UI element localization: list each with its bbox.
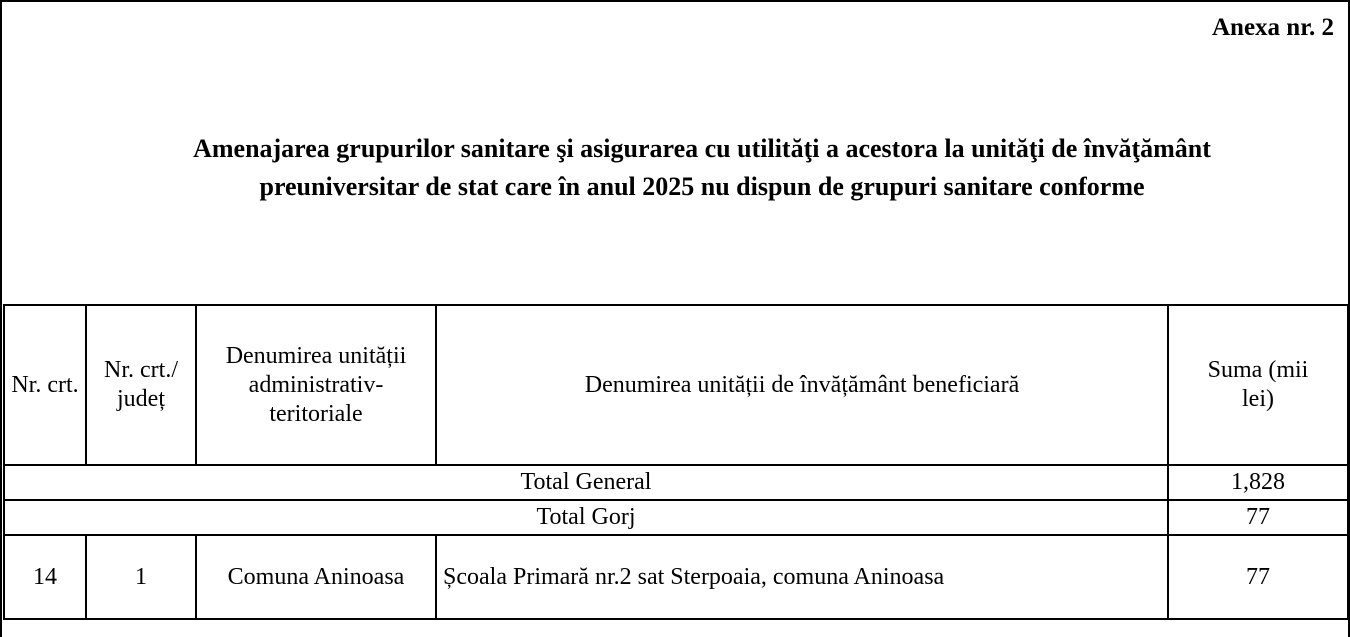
cell-unitate: Școala Primară nr.2 sat Sterpoaia, comuna Aninoasa xyxy=(436,535,1168,619)
header-suma: Suma (mii lei) xyxy=(1168,305,1348,465)
title-line-1: Amenajarea grupurilor sanitare şi asigurarea cu utilităţi a acestora la unităţi de învăţământ xyxy=(193,134,1211,163)
header-unitate: Denumirea unității de învățământ beneficiară xyxy=(436,305,1168,465)
total-general-label: Total General xyxy=(4,465,1168,500)
total-gorj-row xyxy=(4,500,1348,535)
header-nr-crt-judet: Nr. crt./ județ xyxy=(86,305,196,465)
header-nr-crt: Nr. crt. xyxy=(4,305,86,465)
total-general-value: 1,828 xyxy=(1168,465,1348,500)
total-gorj-label: Total Gorj xyxy=(4,500,1168,535)
cell-nr-judet: 1 xyxy=(86,535,196,619)
total-general-row xyxy=(4,465,1348,500)
cell-suma: 77 xyxy=(1168,535,1348,619)
header-uat: Denumirea unității administrativ-teritoriale xyxy=(196,305,436,465)
allocation-table xyxy=(3,304,1349,620)
title-line-2: preuniversitar de stat care în anul 2025 nu dispun de grupuri sanitare conforme xyxy=(259,172,1145,201)
document-title xyxy=(60,130,1344,206)
table-header-row xyxy=(4,305,1348,465)
cell-uat: Comuna Aninoasa xyxy=(196,535,436,619)
annex-label: Anexa nr. 2 xyxy=(1211,14,1334,41)
cell-nr-crt: 14 xyxy=(4,535,86,619)
table-row xyxy=(4,535,1348,619)
total-gorj-value: 77 xyxy=(1168,500,1348,535)
